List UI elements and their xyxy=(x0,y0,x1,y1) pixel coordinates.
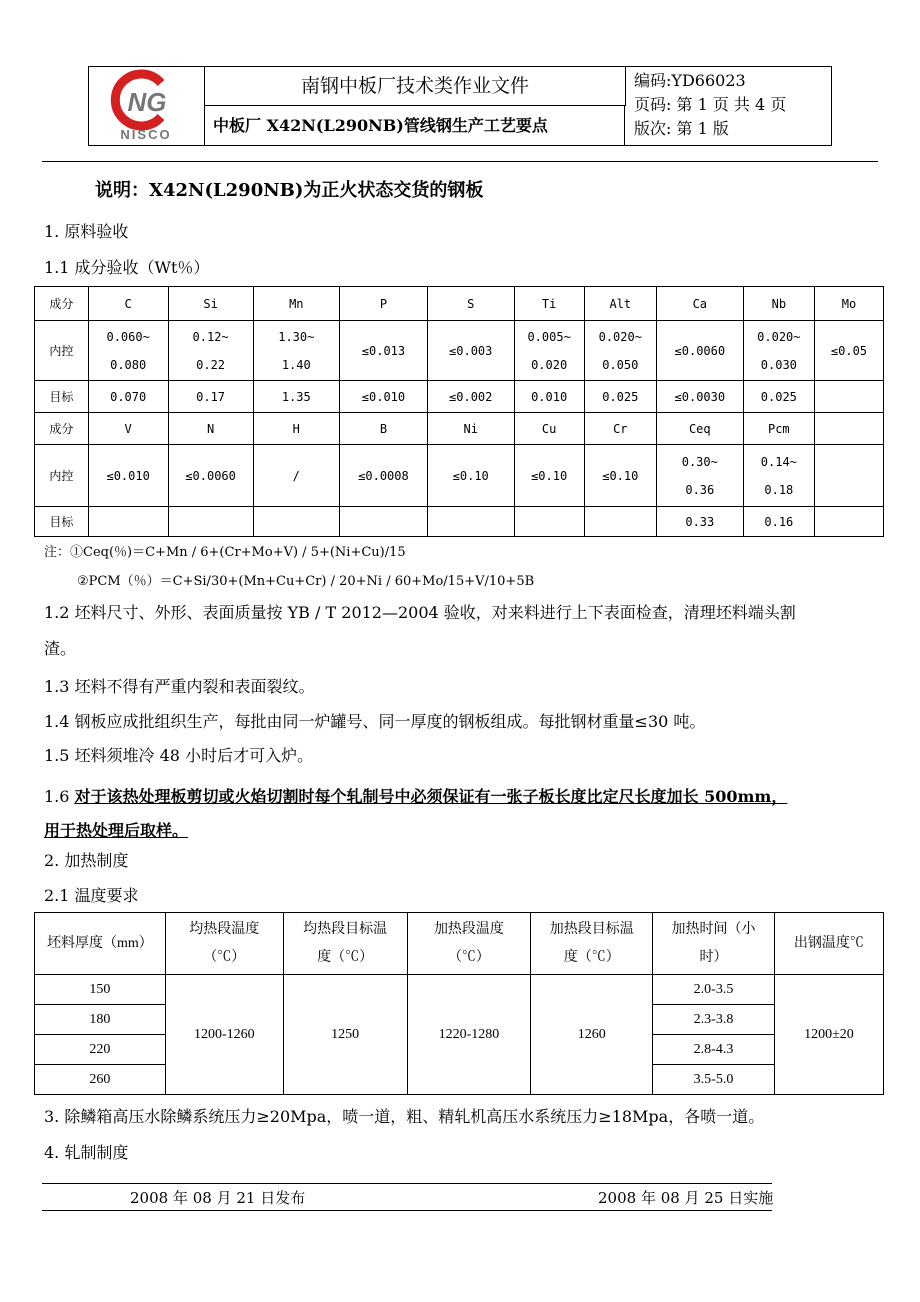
composition-cell: ≤0.10 xyxy=(584,445,656,507)
para-1-6-text: 对于该热处理板剪切或火焰切割时每个轧制号中必须保证有一张子板长度比定尺长度加长 500mm， xyxy=(74,787,788,806)
composition-cell xyxy=(584,507,656,537)
composition-cell: 0.30~ 0.36 xyxy=(656,445,743,507)
composition-cell: 0.33 xyxy=(656,507,743,537)
composition-cell xyxy=(340,507,428,537)
composition-cell xyxy=(427,507,514,537)
composition-cell xyxy=(168,507,253,537)
note-ceq: 注：①Ceq(％)＝C+Mn / 6+(Cr+Mo+V) / 5+(Ni+Cu)/15 xyxy=(44,545,406,560)
composition-cell: ≤0.10 xyxy=(514,445,584,507)
composition-cell: B xyxy=(340,413,428,445)
svg-text:NISCO: NISCO xyxy=(120,127,172,142)
effective-date: 2008 年 08 月 25 日实施 xyxy=(598,1189,774,1207)
composition-cell: 0.020~ 0.030 xyxy=(743,321,814,381)
heating-target-temp: 1260 xyxy=(531,975,653,1095)
section-1-1: 1.1 成分验收（Wt％） xyxy=(44,258,210,277)
composition-cell: 0.025 xyxy=(584,381,656,413)
tapping-temp: 1200±20 xyxy=(774,975,883,1095)
slab-thickness: 150 xyxy=(35,975,166,1005)
para-1-5: 1.5 坯料须堆冷 48 小时后才可入炉。 xyxy=(44,746,314,765)
composition-cell: ≤0.10 xyxy=(427,445,514,507)
heating-header-row xyxy=(35,913,884,975)
footer-bottom-rule xyxy=(42,1210,772,1211)
composition-cell: Cu xyxy=(514,413,584,445)
column-header: 加热段温度 （℃） xyxy=(407,913,531,975)
section-3: 3. 除鳞箱高压水除鳞系统压力≥20Mpa，喷一道，粗、精轧机高压水系统压力≥18Mpa，各喷一道。 xyxy=(44,1107,765,1126)
slab-thickness: 220 xyxy=(35,1035,166,1065)
heating-time: 2.3-3.8 xyxy=(653,1005,775,1035)
doc-version: 版次: 第 1 版 xyxy=(634,119,729,138)
composition-row xyxy=(35,413,884,445)
composition-cell: 1.30~ 1.40 xyxy=(253,321,339,381)
composition-row xyxy=(35,381,884,413)
slab-thickness: 260 xyxy=(35,1065,166,1095)
composition-cell: 0.17 xyxy=(168,381,253,413)
composition-cell: ≤0.05 xyxy=(814,321,883,381)
composition-cell: Pcm xyxy=(743,413,814,445)
composition-cell: ≤0.003 xyxy=(427,321,514,381)
composition-cell: 0.020~ 0.050 xyxy=(584,321,656,381)
composition-cell: 0.060~ 0.080 xyxy=(88,321,168,381)
composition-cell: 0.025 xyxy=(743,381,814,413)
para-1-2: 1.2 坯料尺寸、外形、表面质量按 YB / T 2012—2004 验收，对来料进行上下表面检查，清理坯料端头割 xyxy=(44,603,796,622)
document-header xyxy=(88,66,832,146)
column-header: 均热段温度 （℃） xyxy=(165,913,283,975)
composition-cell: 1.35 xyxy=(253,381,339,413)
para-1-6-num: 1.6 xyxy=(44,787,75,806)
composition-cell: V xyxy=(88,413,168,445)
footer-divider xyxy=(42,1183,772,1184)
heating-time: 3.5-5.0 xyxy=(653,1065,775,1095)
composition-cell: Ti xyxy=(514,287,584,321)
composition-cell: ≤0.013 xyxy=(340,321,428,381)
composition-cell: N xyxy=(168,413,253,445)
composition-cell xyxy=(814,381,883,413)
composition-cell: C xyxy=(88,287,168,321)
composition-cell xyxy=(814,413,883,445)
intro-note: 说明：X42N(L290NB)为正火状态交货的钢板 xyxy=(95,180,484,201)
para-1-6 xyxy=(44,784,787,807)
composition-cell: Cr xyxy=(584,413,656,445)
composition-cell: 0.010 xyxy=(514,381,584,413)
composition-cell xyxy=(514,507,584,537)
row-label: 目标 xyxy=(35,381,89,413)
doc-page: 页码: 第 1 页 共 4 页 xyxy=(634,95,787,114)
note-pcm: ②PCM（％）＝C+Si/30+(Mn+Cu+Cr) / 20+Ni / 60+Mo/15+V/10+5B xyxy=(77,574,535,589)
composition-cell xyxy=(88,507,168,537)
composition-row xyxy=(35,507,884,537)
composition-cell: Nb xyxy=(743,287,814,321)
composition-cell: ≤0.0030 xyxy=(656,381,743,413)
composition-cell: Alt xyxy=(584,287,656,321)
composition-cell: ≤0.0060 xyxy=(656,321,743,381)
composition-row xyxy=(35,445,884,507)
para-1-4: 1.4 钢板应成批组织生产，每批由同一炉罐号、同一厚度的钢板组成。每批钢材重量≤30 吨。 xyxy=(44,712,706,731)
composition-cell: Si xyxy=(168,287,253,321)
doc-title: 中板厂 X42N(L290NB)管线钢生产工艺要点 xyxy=(205,106,625,145)
composition-row xyxy=(35,287,884,321)
row-label: 目标 xyxy=(35,507,89,537)
nisco-logo xyxy=(89,67,205,145)
composition-row xyxy=(35,321,884,381)
section-2-1: 2.1 温度要求 xyxy=(44,886,139,905)
composition-cell: Mo xyxy=(814,287,883,321)
column-header: 加热段目标温 度（℃） xyxy=(531,913,653,975)
heating-time: 2.8-4.3 xyxy=(653,1035,775,1065)
column-header: 坯料厚度（mm） xyxy=(35,913,166,975)
composition-cell: Ni xyxy=(427,413,514,445)
doc-category-title: 南钢中板厂技术类作业文件 xyxy=(205,67,626,106)
header-divider xyxy=(42,161,878,162)
composition-cell: 0.005~ 0.020 xyxy=(514,321,584,381)
composition-cell: P xyxy=(340,287,428,321)
para-1-3: 1.3 坯料不得有严重内裂和表面裂纹。 xyxy=(44,677,315,696)
heating-time: 2.0-3.5 xyxy=(653,975,775,1005)
section-2: 2. 加热制度 xyxy=(44,851,129,870)
composition-cell: 0.070 xyxy=(88,381,168,413)
composition-cell: ≤0.010 xyxy=(340,381,428,413)
composition-cell: ≤0.002 xyxy=(427,381,514,413)
composition-cell xyxy=(814,507,883,537)
doc-code: 编码:YD66023 xyxy=(634,71,746,90)
composition-cell: Mn xyxy=(253,287,339,321)
section-4: 4. 轧制制度 xyxy=(44,1143,129,1162)
composition-cell xyxy=(253,507,339,537)
composition-cell: H xyxy=(253,413,339,445)
column-header: 出钢温度℃ xyxy=(774,913,883,975)
slab-thickness: 180 xyxy=(35,1005,166,1035)
svg-text:NG: NG xyxy=(127,87,167,117)
composition-cell xyxy=(814,445,883,507)
soak-target-temp: 1250 xyxy=(283,975,407,1095)
para-1-6-cont: 用于热处理后取样。 xyxy=(44,821,189,840)
row-label: 内控 xyxy=(35,445,89,507)
issue-date: 2008 年 08 月 21 日发布 xyxy=(130,1189,306,1207)
composition-cell: S xyxy=(427,287,514,321)
heating-temp: 1220-1280 xyxy=(407,975,531,1095)
doc-meta xyxy=(634,69,786,141)
para-1-2-cont: 渣。 xyxy=(44,639,77,658)
composition-cell: Ceq xyxy=(656,413,743,445)
composition-cell: / xyxy=(253,445,339,507)
composition-cell: ≤0.010 xyxy=(88,445,168,507)
row-label: 内控 xyxy=(35,321,89,381)
column-header: 均热段目标温 度（℃） xyxy=(283,913,407,975)
composition-table xyxy=(34,286,884,537)
composition-cell: 0.12~ 0.22 xyxy=(168,321,253,381)
composition-cell: ≤0.0008 xyxy=(340,445,428,507)
composition-cell: 0.16 xyxy=(743,507,814,537)
composition-cell: Ca xyxy=(656,287,743,321)
composition-cell: ≤0.0060 xyxy=(168,445,253,507)
row-label: 成分 xyxy=(35,413,89,445)
composition-cell: 0.14~ 0.18 xyxy=(743,445,814,507)
heating-table xyxy=(34,912,884,1095)
section-1: 1. 原料验收 xyxy=(44,222,129,241)
row-label: 成分 xyxy=(35,287,89,321)
heating-row xyxy=(35,975,884,1005)
column-header: 加热时间（小 时） xyxy=(653,913,775,975)
soak-temp: 1200-1260 xyxy=(165,975,283,1095)
